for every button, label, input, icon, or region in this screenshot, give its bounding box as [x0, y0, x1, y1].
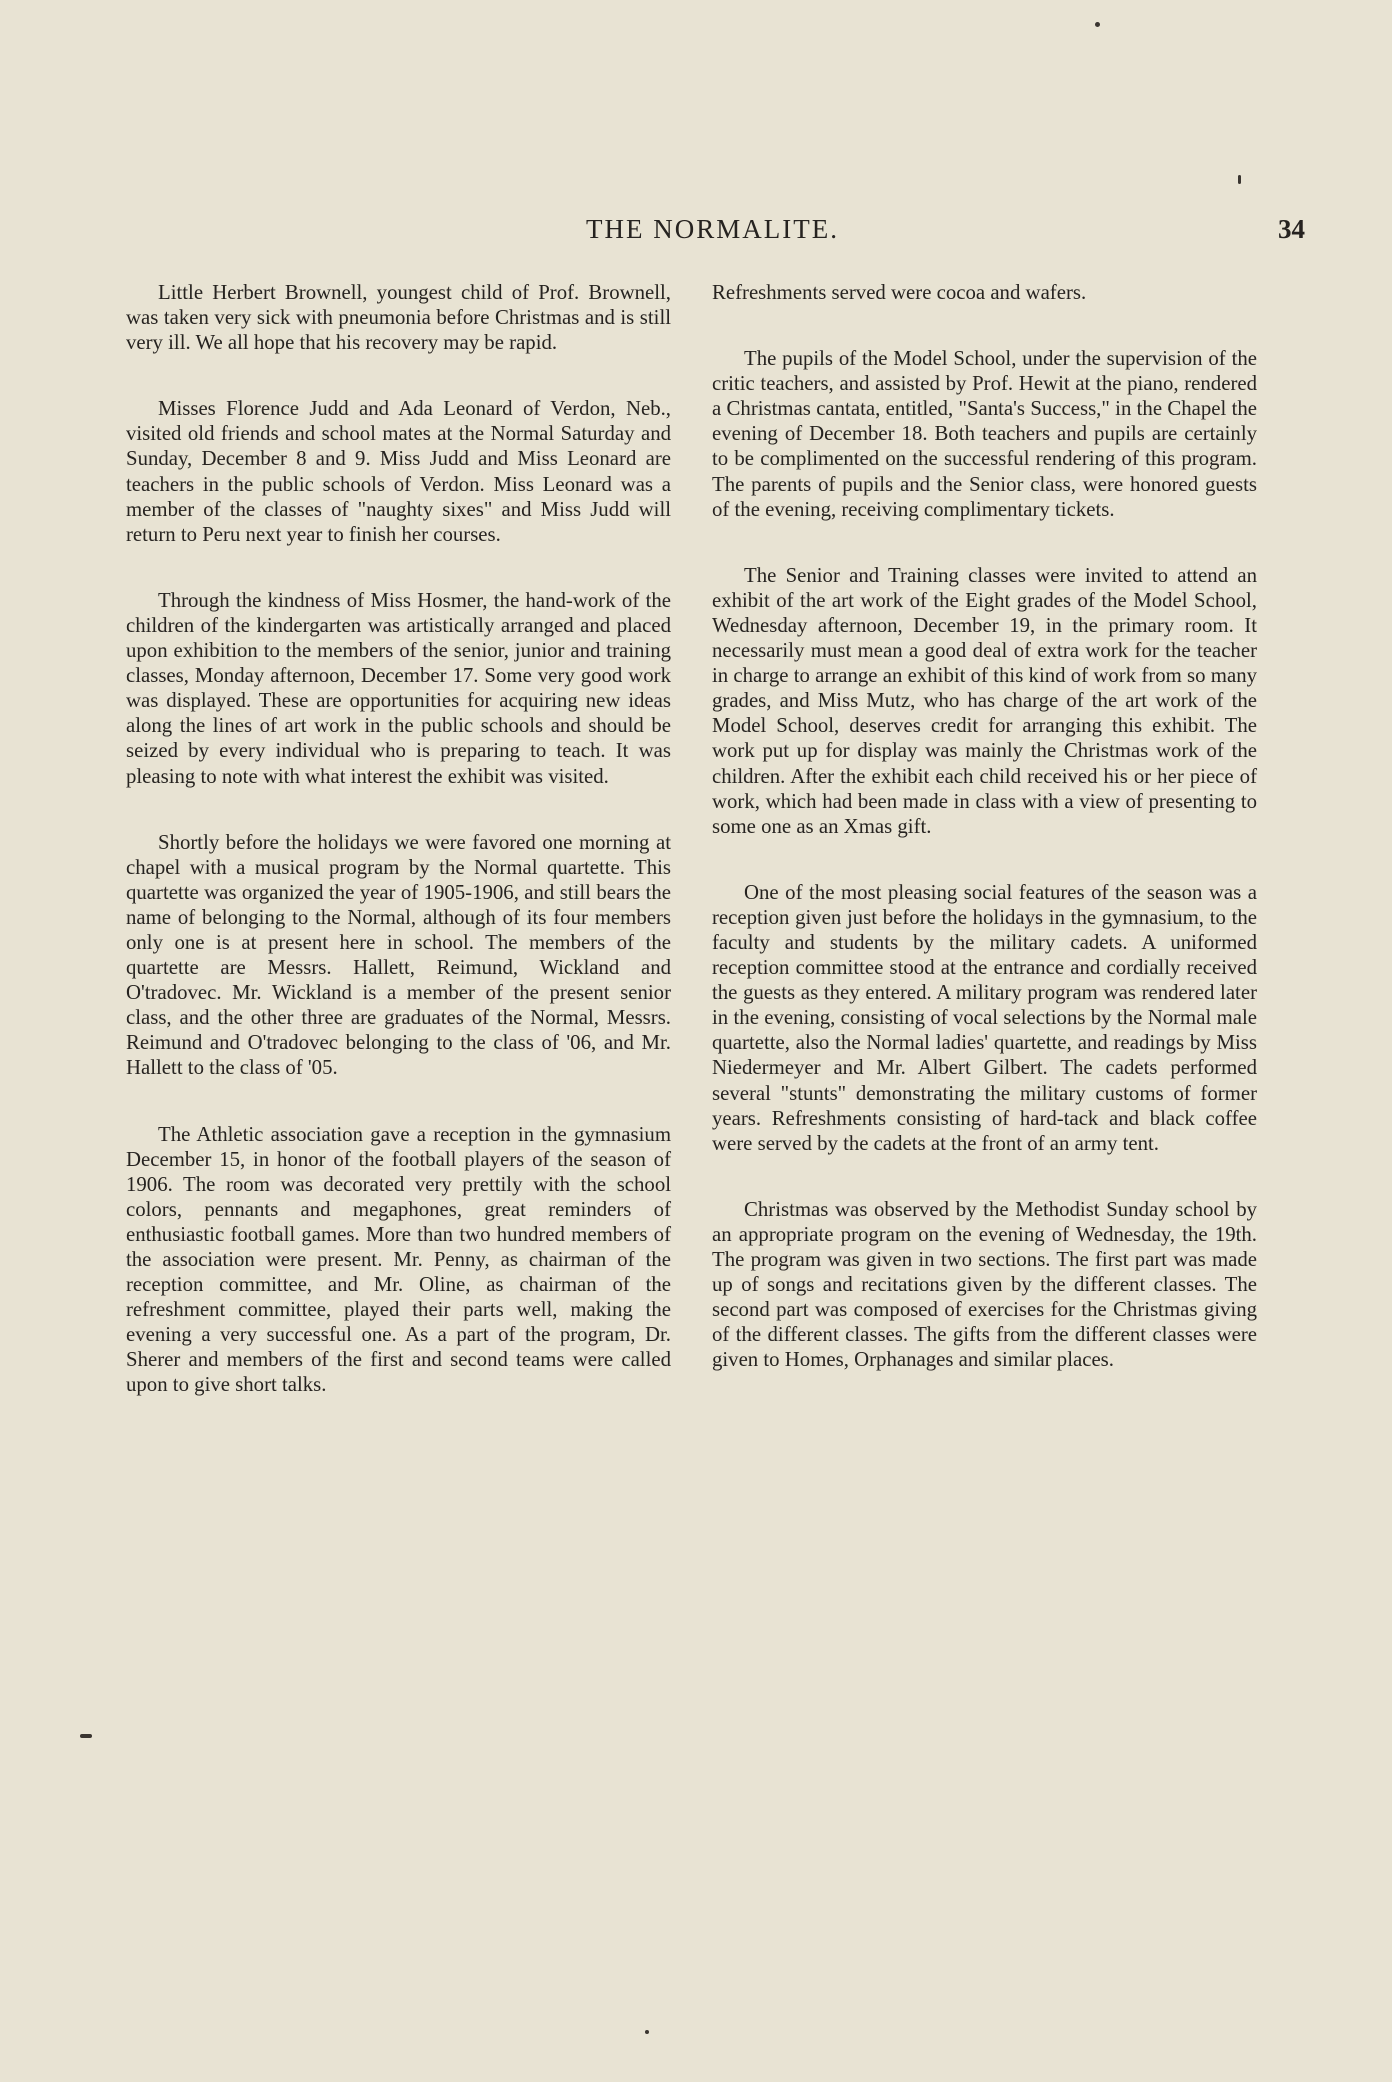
- right-column: [712, 280, 1257, 1413]
- running-title: THE NORMALITE.: [586, 214, 839, 244]
- paragraph-methodist-christmas: Christmas was observed by the Methodist Sunday school by an appropriate program on the evening of Wednesday, the 19th. The program was given in two sections. The first part was made up of songs and recitations given by the different classes. The second part was composed of exercises for the Christmas giving of the different classes. The gifts from the different classes were given to Homes, Orphanages and similar places.: [712, 1197, 1257, 1372]
- left-column: [126, 280, 671, 1439]
- paragraph-kindergarten-exhibit: Through the kindness of Miss Hosmer, the hand-work of the children of the kindergarten was artistically arranged and placed upon exhibition to the members of the senior, junior and training classes, Monday afternoon, December 17. Some very good work was displayed. These are opportunities for acquiring new ideas along the lines of art work in the public schools and should be seized by every individual who is preparing to teach. It was pleasing to note with what interest the exhibit was visited.: [126, 588, 671, 788]
- paragraph-judd-leonard-visit: Misses Florence Judd and Ada Leonard of Verdon, Neb., visited old friends and school mates at the Normal Saturday and Sunday, December 8 and 9. Miss Judd and Miss Leonard are teachers in the public schools of Verdon. Miss Leonard was a member of the classes of "naughty sixes" and Miss Judd will return to Peru next year to finish her courses.: [126, 397, 671, 546]
- paragraph-art-exhibit: The Senior and Training classes were invited to attend an exhibit of the art work of the Eight grades of the Model School, Wednesday afternoon, December 19, in the primary room. It necessarily must mean a good deal of extra work for the teacher in charge to arrange an exhibit of this kind of work from so many grades, and Miss Mutz, who has charge of the art work of the Model School, deserves credit for arranging this exhibit. The work put up for display was mainly the Christmas work of the children. After the exhibit each child received his or her piece of work, which had been made in class with a view of presenting to some one as an Xmas gift.: [712, 563, 1257, 838]
- paragraph-normal-quartette: Shortly before the holidays we were favored one morning at chapel with a musical program by the Normal quartette. This quartette was organized the year of 1905-1906, and still bears the name of belonging to the Normal, although of its four members only one is at present here in school. The members of the quartette are Messrs. Hallett, Reimund, Wickland and O'tradovec. Mr. Wickland is a member of the present senior class, and the other three are graduates of the Normal, Messrs. Reimund and O'tradovec belonging to the class of '06, and Mr. Hallett to the class of '05.: [126, 830, 671, 1080]
- ink-speck: [80, 1734, 92, 1738]
- ink-speck: [645, 2030, 649, 2034]
- page-number: 34: [1278, 214, 1305, 244]
- paragraph-refreshments: Refreshments served were cocoa and wafers.: [712, 281, 1087, 304]
- page-header: [120, 214, 1305, 254]
- paragraph-herbert-brownell: Little Herbert Brownell, youngest child of Prof. Brownell, was taken very sick with pneumonia before Christmas and is still very ill. We all hope that his recovery may be rapid.: [126, 281, 671, 355]
- paragraph-military-reception: One of the most pleasing social features of the season was a reception given just before the holidays in the gymnasium, to the faculty and students by the military cadets. A uniformed reception committee stood at the entrance and cordially received the guests as they entered. A military program was rendered later in the evening, consisting of vocal selections by the Normal male quartette, also the Normal ladies' quartette, and readings by Miss Niedermeyer and Mr. Albert Gilbert. The cadets performed several "stunts" demonstrating the military customs of former years. Refreshments consisting of hard-tack and black coffee were served by the cadets at the front of an army tent.: [712, 880, 1257, 1155]
- ink-speck: [1095, 22, 1100, 27]
- ink-speck: [1238, 175, 1241, 184]
- paragraph-christmas-cantata: The pupils of the Model School, under the supervision of the critic teachers, and assisted by Prof. Hewit at the piano, rendered a Christmas cantata, entitled, "Santa's Success," in the Chapel the evening of December 18. Both teachers and pupils are certainly to be complimented on the successful rendering of this program. The parents of pupils and the Senior class, were honored guests of the evening, receiving complimentary tickets.: [712, 347, 1257, 521]
- paragraph-athletic-reception: The Athletic association gave a reception in the gymnasium December 15, in honor of the football players of the season of 1906. The room was decorated very prettily with the school colors, pennants and megaphones, great reminders of enthusiastic football games. More than two hundred members of the association were present. Mr. Penny, as chairman of the reception committee, and Mr. Oline, as chairman of the refreshment committee, played their parts well, making the evening a very successful one. As a part of the program, Dr. Sherer and members of the first and second teams were called upon to give short talks.: [126, 1122, 671, 1397]
